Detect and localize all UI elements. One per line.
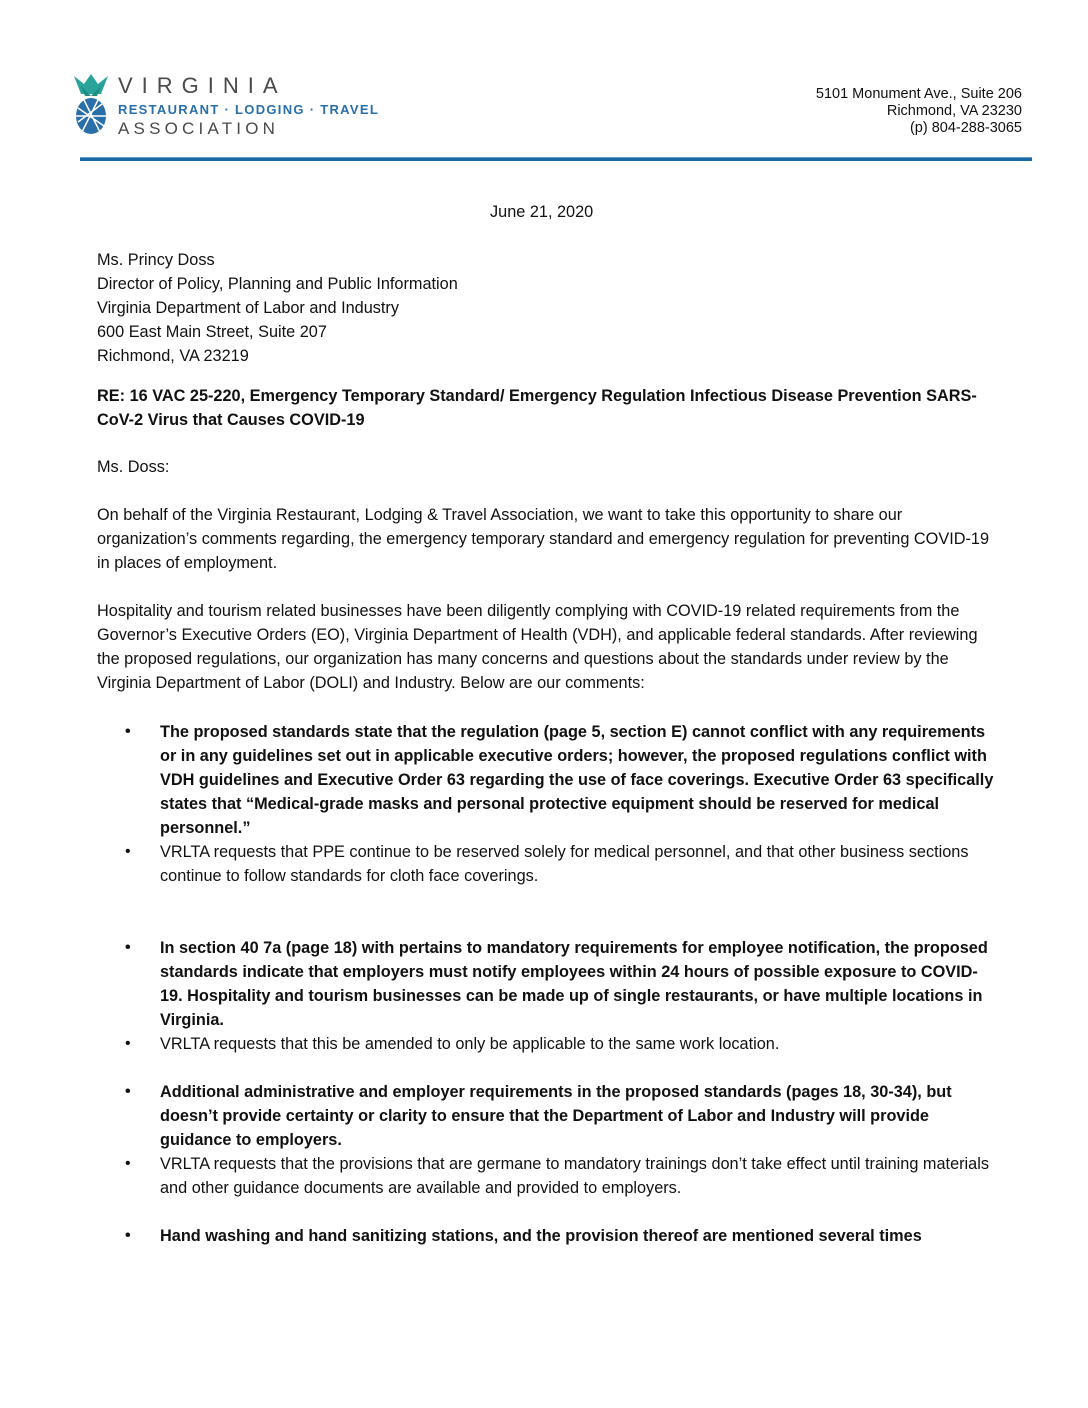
letter-body: [97, 200, 997, 1248]
recipient-street: 600 East Main Street, Suite 207: [97, 323, 327, 341]
logo-text-restaurant-lodging-travel: RESTAURANT · LODGING · TRAVEL: [118, 102, 380, 117]
address-street: 5101 Monument Ave., Suite 206: [815, 86, 1022, 102]
context-paragraph: Hospitality and tourism related businesses have been diligently complying with COVID-19 related requirements from the Governor’s Executive Orders (EO), Virginia Department of Health (VDH), and applicable federal standards. After reviewing the proposed regulations, our organization has many concerns and questions about the standards under review by the Virginia Department of Labor (DOLI) and Industry. Below are our comments:: [97, 602, 978, 692]
pineapple-logo-icon: [70, 72, 112, 138]
comment-text: In section 40 7a (page 18) with pertains to mandatory requirements for employee notification, the proposed standards indicate that employers must notify employees within 24 hours of possible exposure to COVID-19. Hospitality and tourism businesses can be made up of single restaurants, or have multiple locations in Virginia.: [160, 939, 988, 1029]
bullet-icon: •: [125, 1083, 131, 1100]
letter-date: June 21, 2020: [490, 203, 594, 221]
request-item: [97, 1032, 997, 1056]
comment-item: [97, 1224, 997, 1248]
bullet-icon: •: [125, 843, 131, 860]
comment-item: [97, 1080, 997, 1152]
request-text: VRLTA requests that the provisions that are germane to mandatory trainings don’t take effect until training materials and other guidance documents are available and provided to employers.: [160, 1155, 989, 1197]
letterhead-divider: [80, 157, 1032, 161]
recipient-organization: Virginia Department of Labor and Industry: [97, 299, 399, 317]
comment-text: The proposed standards state that the regulation (page 5, section E) cannot conflict with any requirements or in any guidelines set out in applicable executive orders; however, the proposed regulations conflict with VDH guidelines and Executive Order 63 regarding the use of face coverings. Executive Order 63 specifically states that “Medical-grade masks and personal protective equipment should be reserved for medical personnel.”: [160, 723, 994, 837]
comment-text: Additional administrative and employer requirements in the proposed standards (pages 18, 30-34), but doesn’t provide certainty or clarity to ensure that the Department of Labor and Industry will provide guidance to employers.: [160, 1083, 952, 1149]
recipient-name: Ms. Princy Doss: [97, 251, 215, 269]
salutation: Ms. Doss:: [97, 458, 170, 476]
comment-item: [97, 936, 997, 1032]
comment-item: [97, 720, 997, 840]
bullet-icon: •: [125, 1035, 131, 1052]
association-logo: [70, 72, 410, 138]
bullet-icon: •: [125, 1227, 131, 1244]
request-text: VRLTA requests that this be amended to only be applicable to the same work location.: [160, 1035, 780, 1053]
request-item: [97, 1152, 997, 1200]
request-text: VRLTA requests that PPE continue to be reserved solely for medical personnel, and that other business sections continue to follow standards for cloth face coverings.: [160, 843, 969, 885]
request-item: [97, 840, 997, 888]
recipient-block: [97, 248, 997, 368]
logo-text-virginia: VIRGINIA: [118, 73, 287, 98]
bullet-icon: •: [125, 1155, 131, 1172]
recipient-title: Director of Policy, Planning and Public Information: [97, 275, 458, 293]
comments-list: [97, 720, 997, 1248]
bullet-icon: •: [125, 939, 131, 956]
intro-paragraph: On behalf of the Virginia Restaurant, Lodging & Travel Association, we want to take this opportunity to share our organization’s comments regarding, the emergency temporary standard and emergency regulation for preventing COVID-19 in places of employment.: [97, 506, 990, 572]
address-phone: (p) 804-288-3065: [909, 120, 1022, 136]
bullet-icon: •: [125, 723, 131, 740]
comment-text: Hand washing and hand sanitizing stations, and the provision thereof are mentioned several times: [160, 1227, 922, 1245]
subject-line: RE: 16 VAC 25-220, Emergency Temporary Standard/ Emergency Regulation Infectious Disease Prevention SARS-CoV-2 Virus that Causes COVID-19: [97, 387, 977, 429]
address-city: Richmond, VA 23230: [886, 103, 1022, 119]
letterhead-address: [816, 86, 1022, 137]
recipient-city: Richmond, VA 23219: [97, 347, 249, 365]
logo-text-association: ASSOCIATION: [118, 119, 280, 138]
